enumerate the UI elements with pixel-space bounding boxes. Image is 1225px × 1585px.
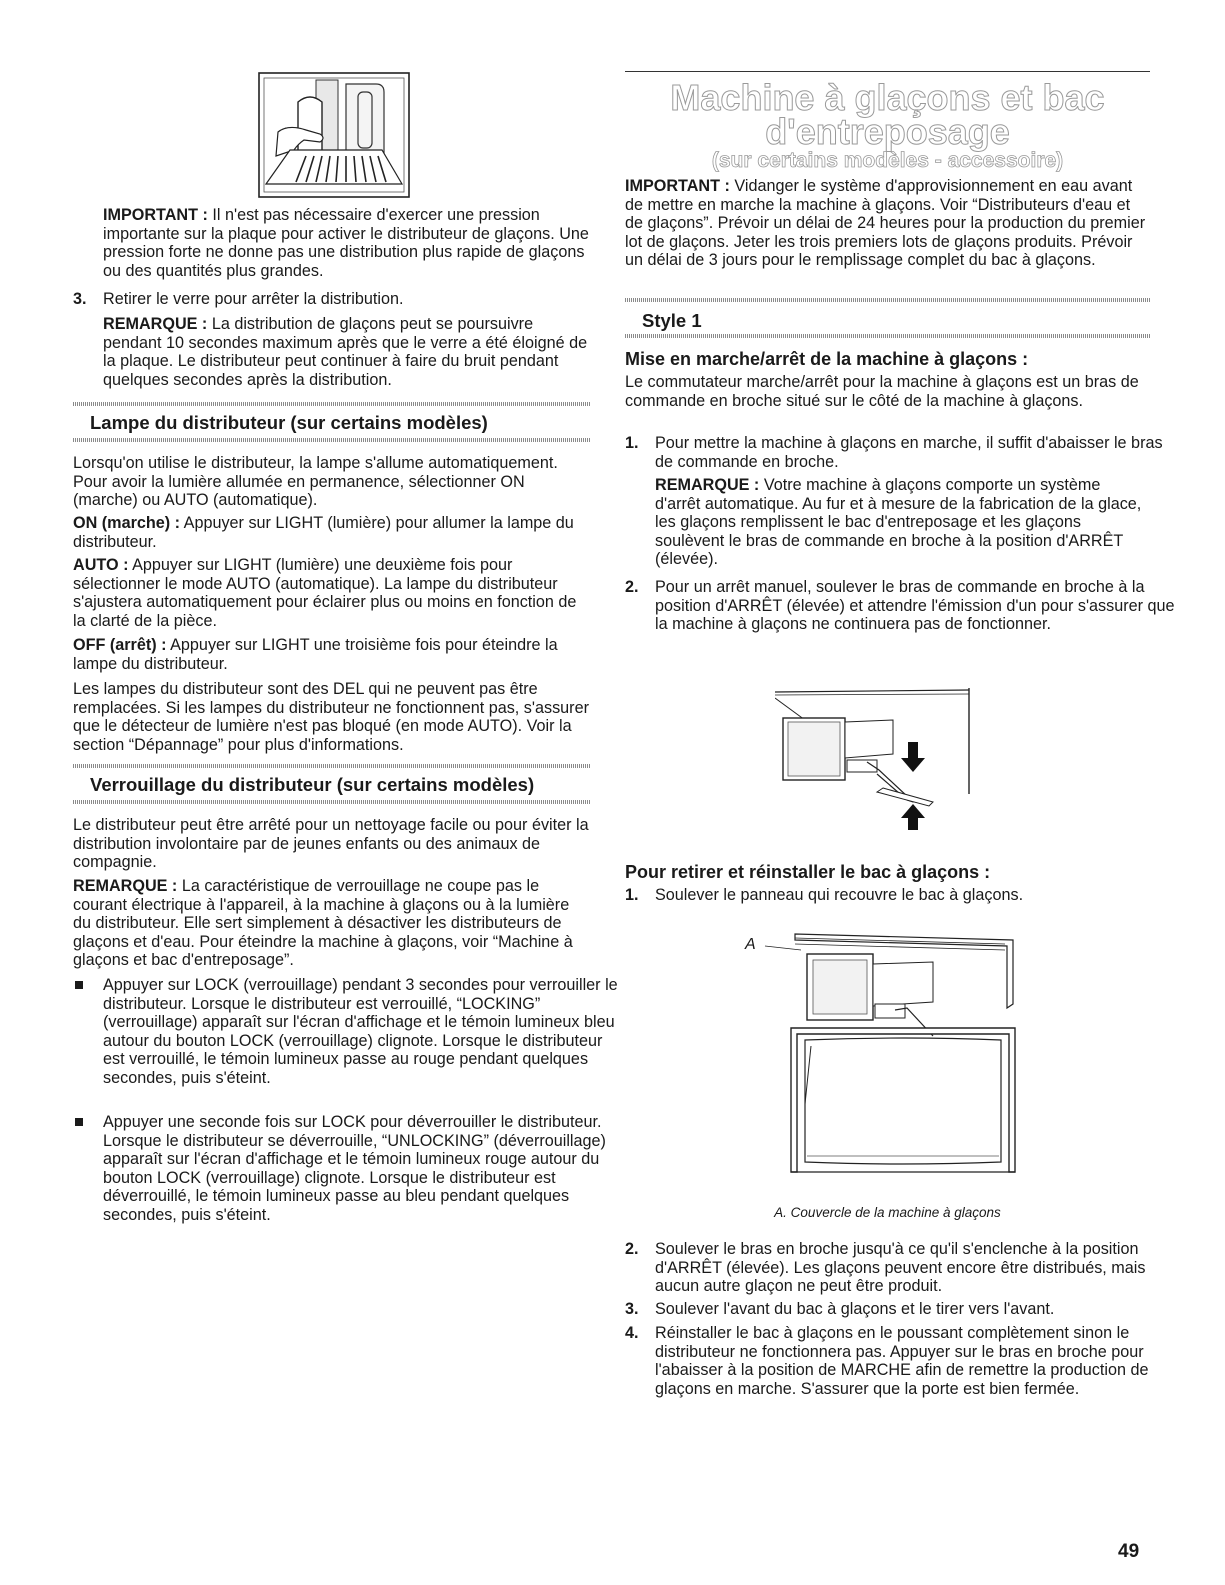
ice-maker-arm-illustration bbox=[775, 682, 981, 830]
onoff-step-2 bbox=[625, 578, 1180, 634]
style-heading: Style 1 bbox=[642, 310, 702, 331]
section-divider-bottom bbox=[73, 438, 591, 442]
section-divider-bottom bbox=[73, 800, 591, 804]
lamp-auto-paragraph bbox=[73, 556, 591, 630]
bullet-square-icon bbox=[75, 981, 83, 989]
bullet-text: Appuyer sur LOCK (verrouillage) pendant 3 secondes pour verrouiller le distributeur. Lorsque le distributeur est verrouillé, “LOCKING” (verrouillage) apparaît sur l'écran d'affichage et le témoin lumineux bleu autour du bouton LOCK (verrouillage) clignote. Lorsque le distributeur est verrouillé, le témoin lumineux passe au rouge pendant quelques secondes, puis s'éteint. bbox=[103, 976, 618, 1087]
lamp-auto-label: AUTO : bbox=[73, 556, 129, 574]
note-label: REMARQUE : bbox=[103, 315, 208, 333]
note-label: REMARQUE : bbox=[655, 476, 760, 494]
step-number: 1. bbox=[625, 434, 639, 452]
lamp-on-text: Appuyer sur LIGHT (lumière) pour allumer la lampe du distributeur. bbox=[73, 514, 574, 551]
lock-note-paragraph bbox=[73, 877, 591, 970]
lamp-on-paragraph bbox=[73, 514, 591, 551]
bullet-text: Appuyer une seconde fois sur LOCK pour déverrouiller le distributeur. Lorsque le distributeur se déverrouille, “UNLOCKING” (déverrouillage) apparaît sur l'écran d'affichage et le témoin lumineux rouge autour du bouton LOCK (verrouillage) clignote. Lorsque le distributeur est déverrouillé, le témoin lumineux passe au bleu pendant quelques secondes, puis s'éteint. bbox=[103, 1113, 606, 1224]
figure-label-a: A bbox=[745, 936, 756, 953]
step-text: Soulever l'avant du bac à glaçons et le tirer vers l'avant. bbox=[655, 1300, 1055, 1318]
step-text: Réinstaller le bac à glaçons en le poussant complètement sinon le distributeur ne fonctionnera pas. Appuyer sur le bras en broche pour l'abaisser à la position de MARCHE afin de remettre la production de glaçons en marche. S'assurer que la porte est bien fermée. bbox=[655, 1324, 1149, 1398]
lock-section-heading: Verrouillage du distributeur (sur certains modèles) bbox=[90, 774, 535, 795]
remove-step-3 bbox=[625, 1300, 1180, 1319]
ice-bin-illustration bbox=[755, 924, 1037, 1186]
important-paragraph bbox=[103, 206, 591, 280]
step-text: Pour mettre la machine à glaçons en marche, il suffit d'abaisser le bras de commande en broche. bbox=[655, 434, 1163, 471]
lock-note-text: La caractéristique de verrouillage ne coupe pas le courant électrique à l'appareil, à la machine à glaçons ou à la lumière du distributeur. Elle sert simplement à désactiver les distributeurs de glaçons et d'eau. Pour éteindre la machine à glaçons, voir “Machine à glaçons et bac d'entreposage”. bbox=[73, 877, 573, 970]
section-divider-top bbox=[73, 402, 591, 406]
step-number: 4. bbox=[625, 1324, 639, 1342]
step-3-note bbox=[103, 315, 591, 389]
step-text: Soulever le bras en broche jusqu'à ce qu'il s'enclenche à la position d'ARRÊT (élevée). Les glaçons peuvent encore être distribués, mais aucun autre glaçon ne peut être produit. bbox=[655, 1240, 1146, 1296]
right-important-paragraph bbox=[625, 177, 1150, 270]
remove-step-2 bbox=[625, 1240, 1180, 1296]
lamp-on-label: ON (marche) : bbox=[73, 514, 181, 532]
onoff-heading: Mise en marche/arrêt de la machine à glaçons : bbox=[625, 349, 1029, 369]
figure-caption: A. Couvercle de la machine à glaçons bbox=[774, 1205, 1001, 1220]
remove-heading: Pour retirer et réinstaller le bac à glaçons : bbox=[625, 862, 991, 882]
note-text: Votre machine à glaçons comporte un système d'arrêt automatique. Au fur et à mesure de la fabrication de la glace, les glaçons remplissent le bac d'entreposage et les glaçons soulèvent le bras de commande en broche à la position d'ARRÊT (élevée). bbox=[655, 476, 1142, 569]
lamp-off-label: OFF (arrêt) : bbox=[73, 636, 167, 654]
lamp-off-paragraph bbox=[73, 636, 591, 673]
important-text: Vidanger le système d'approvisionnement en eau avant de mettre en marche la machine à glaçons. Voir “Distributeurs d'eau et de glaçons”. Prévoir un délai de 24 heures pour la production du premier lot de glaçons. Jeter les trois premiers lots de glaçons produits. Prévoir un délai de 3 jours pour le remplissage complet du bac à glaçons. bbox=[625, 177, 1146, 270]
step-number: 3. bbox=[625, 1300, 639, 1318]
lock-intro: Le distributeur peut être arrêté pour un nettoyage facile ou pour éviter la distribution involontaire par de jeunes enfants ou des animaux de compagnie. bbox=[73, 816, 589, 872]
important-label: IMPORTANT : bbox=[625, 177, 730, 195]
section-subtitle: (sur certains modèles - accessoire) bbox=[711, 149, 1064, 172]
lamp-section-heading: Lampe du distributeur (sur certains modèles) bbox=[90, 412, 488, 433]
step-text: Retirer le verre pour arrêter la distribution. bbox=[103, 290, 404, 308]
note-text: La distribution de glaçons peut se poursuivre pendant 10 secondes maximum après que le verre a été éloigné de la plaque. Le distributeur peut continuer à faire du bruit pendant quelques secondes après la distribution. bbox=[103, 315, 588, 389]
section-divider-top bbox=[625, 298, 1150, 302]
section-divider-bottom bbox=[625, 334, 1150, 338]
step-number: 1. bbox=[625, 886, 639, 904]
dispenser-illustration bbox=[258, 72, 410, 198]
lamp-auto-text: Appuyer sur LIGHT (lumière) une deuxième fois pour sélectionner le mode AUTO (automatique). La lampe du distributeur s'ajustera automatiquement pour éclairer plus ou moins en fonction de la clarté de la pièce. bbox=[73, 556, 577, 630]
onoff-note-paragraph bbox=[655, 476, 1150, 569]
title-rule bbox=[625, 71, 1150, 72]
step-number: 3. bbox=[73, 290, 87, 308]
lamp-off-text: Appuyer sur LIGHT une troisième fois pour éteindre la lampe du distributeur. bbox=[73, 636, 558, 673]
page-number: 49 bbox=[1118, 1541, 1140, 1562]
step-number: 2. bbox=[625, 1240, 639, 1258]
remove-step-4 bbox=[625, 1324, 1180, 1398]
lock-bullet-item bbox=[73, 1113, 621, 1225]
section-title-line-2: d'entreposage bbox=[765, 111, 1010, 152]
important-text: Il n'est pas nécessaire d'exercer une pression importante sur la plaque pour activer le distributeur de glaçons. Une pression forte ne donne pas une distribution plus rapide de glaçons ou des quantités plus grandes. bbox=[103, 206, 589, 280]
important-label: IMPORTANT : bbox=[103, 206, 208, 224]
step-3 bbox=[73, 290, 621, 309]
step-text: Pour un arrêt manuel, soulever le bras de commande en broche à la position d'ARRÊT (élevée) et attendre l'émission d'un pour s'assurer que la machine à glaçons ne continuera pas de fonctionner. bbox=[655, 578, 1175, 634]
step-number: 2. bbox=[625, 578, 639, 596]
lock-bullet-item bbox=[73, 976, 621, 1088]
step-text: Soulever le panneau qui recouvre le bac à glaçons. bbox=[655, 886, 1024, 904]
section-divider-top bbox=[73, 764, 591, 768]
remove-step-1 bbox=[625, 886, 1180, 905]
section-title-line-1: Machine à glaçons et bac bbox=[670, 77, 1105, 118]
onoff-intro: Le commutateur marche/arrêt pour la machine à glaçons est un bras de commande en broche situé sur le côté de la machine à glaçons. bbox=[625, 373, 1139, 410]
lamp-intro: Lorsqu'on utilise le distributeur, la lampe s'allume automatiquement. Pour avoir la lumière allumée en permanence, sélectionner ON (marche) ou AUTO (automatique). bbox=[73, 454, 558, 510]
lock-note-label: REMARQUE : bbox=[73, 877, 178, 895]
lamp-led-paragraph: Les lampes du distributeur sont des DEL qui ne peuvent pas être remplacées. Si les lampes du distributeur ne fonctionnent pas, s'assurer que le détecteur de lumière n'est pas bloqué (en mode AUTO). Voir la section “Dépannage” pour plus d'informations. bbox=[73, 680, 589, 754]
onoff-step-1 bbox=[625, 434, 1180, 471]
bullet-square-icon bbox=[75, 1118, 83, 1126]
